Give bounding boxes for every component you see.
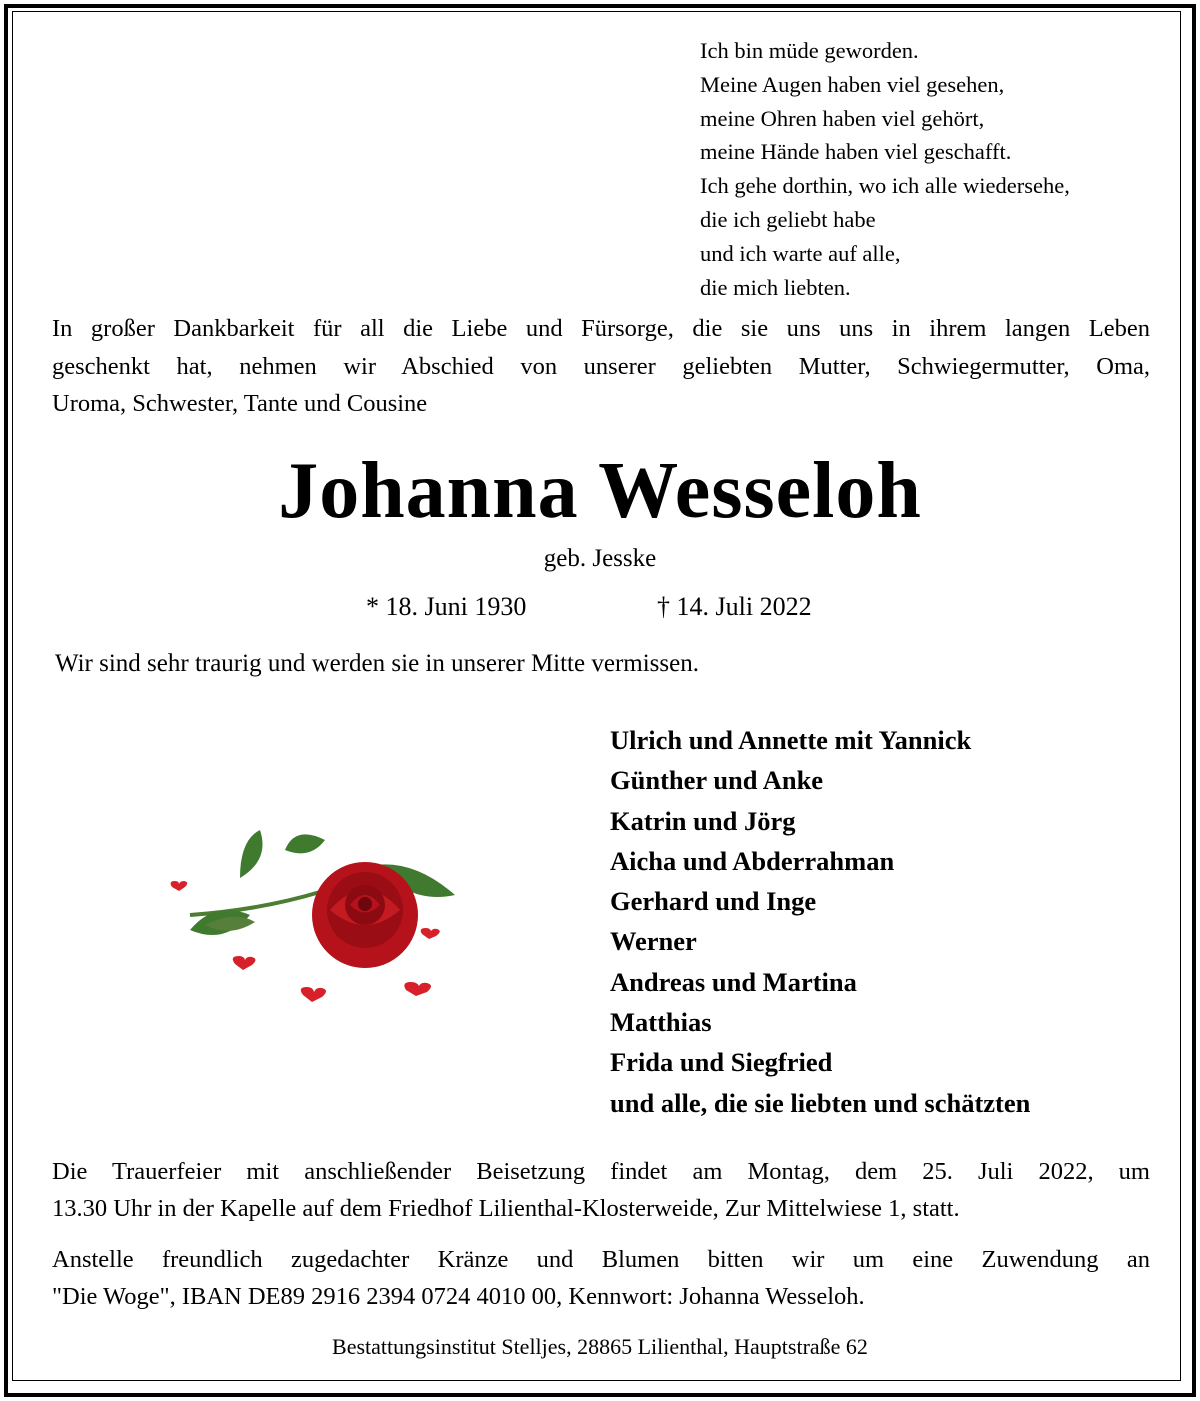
family-member: Gerhard und Inge bbox=[610, 886, 817, 917]
poem-line: Ich bin müde geworden. bbox=[700, 38, 919, 63]
heart-icon bbox=[421, 928, 440, 939]
family-member: Frida und Siegfried bbox=[610, 1047, 833, 1078]
poem-line: Ich gehe dorthin, wo ich alle wiedersehe, bbox=[700, 173, 1070, 199]
ceremony-info bbox=[52, 1153, 1150, 1227]
intro-line: In großer Dankbarkeit für all die Liebe und Fürsorge, die sie uns uns in ihrem langen Leben bbox=[52, 315, 1150, 342]
poem-line: und ich warte auf alle, bbox=[700, 240, 901, 266]
family-member: Aicha und Abderrahman bbox=[610, 845, 895, 876]
birth-date: * 18. Juni 1930 bbox=[366, 592, 527, 621]
family-member: Günther und Anke bbox=[610, 765, 824, 796]
intro-line: Uroma, Schwester, Tante und Cousine bbox=[52, 390, 428, 417]
family-member: Andreas und Martina bbox=[610, 966, 857, 997]
death-date: † 14. Juli 2022 bbox=[657, 592, 812, 621]
poem-line: meine Ohren haben viel gehört, bbox=[700, 105, 985, 131]
heart-icon bbox=[404, 982, 431, 996]
ceremony-line: 13.30 Uhr in der Kapelle auf dem Friedhof Lilienthal-Klosterweide, Zur Mittelwiese 1, statt. bbox=[52, 1195, 960, 1222]
poem bbox=[700, 34, 1070, 304]
family-member: Matthias bbox=[610, 1007, 712, 1038]
heart-icon bbox=[171, 881, 188, 891]
donation-line: Anstelle freundlich zugedachter Kränze und Blumen bitten wir um eine Zuwendung an bbox=[52, 1246, 1150, 1273]
donation-info bbox=[52, 1241, 1150, 1315]
intro-text bbox=[52, 310, 1150, 423]
intro-line: geschenkt hat, nehmen wir Abschied von unserer geliebten Mutter, Schwiegermutter, Oma, bbox=[52, 352, 1150, 380]
rose-image bbox=[160, 830, 470, 1010]
heart-icon bbox=[301, 987, 326, 1002]
poem-line: die ich geliebt habe bbox=[700, 206, 876, 232]
poem-line: die mich liebten. bbox=[700, 274, 851, 300]
poem-line: Meine Augen haben viel gesehen, bbox=[700, 71, 1005, 97]
family-member: und alle, die sie liebten und schätzten bbox=[610, 1087, 1031, 1118]
deceased-name: Johanna Wesseloh bbox=[278, 447, 922, 535]
mourning-line: Wir sind sehr traurig und werden sie in unserer Mitte vermissen. bbox=[55, 650, 699, 677]
maiden-name: geb. Jesske bbox=[543, 545, 657, 572]
undertaker-address: Bestattungsinstitut Stelljes, 28865 Lilienthal, Hauptstraße 62 bbox=[332, 1334, 868, 1359]
family-member: Ulrich und Annette mit Yannick bbox=[610, 725, 972, 755]
donation-line: "Die Woge", IBAN DE89 2916 2394 0724 4010 00, Kennwort: Johanna Wesseloh. bbox=[52, 1283, 865, 1310]
heart-icon bbox=[233, 956, 256, 970]
family-list bbox=[610, 720, 1030, 1123]
ceremony-line: Die Trauerfeier mit anschließender Beisetzung findet am Montag, dem 25. Juli 2022, um bbox=[52, 1158, 1150, 1185]
family-member: Katrin und Jörg bbox=[610, 805, 796, 836]
family-member: Werner bbox=[610, 926, 697, 957]
poem-line: meine Hände haben viel geschafft. bbox=[700, 139, 1012, 165]
